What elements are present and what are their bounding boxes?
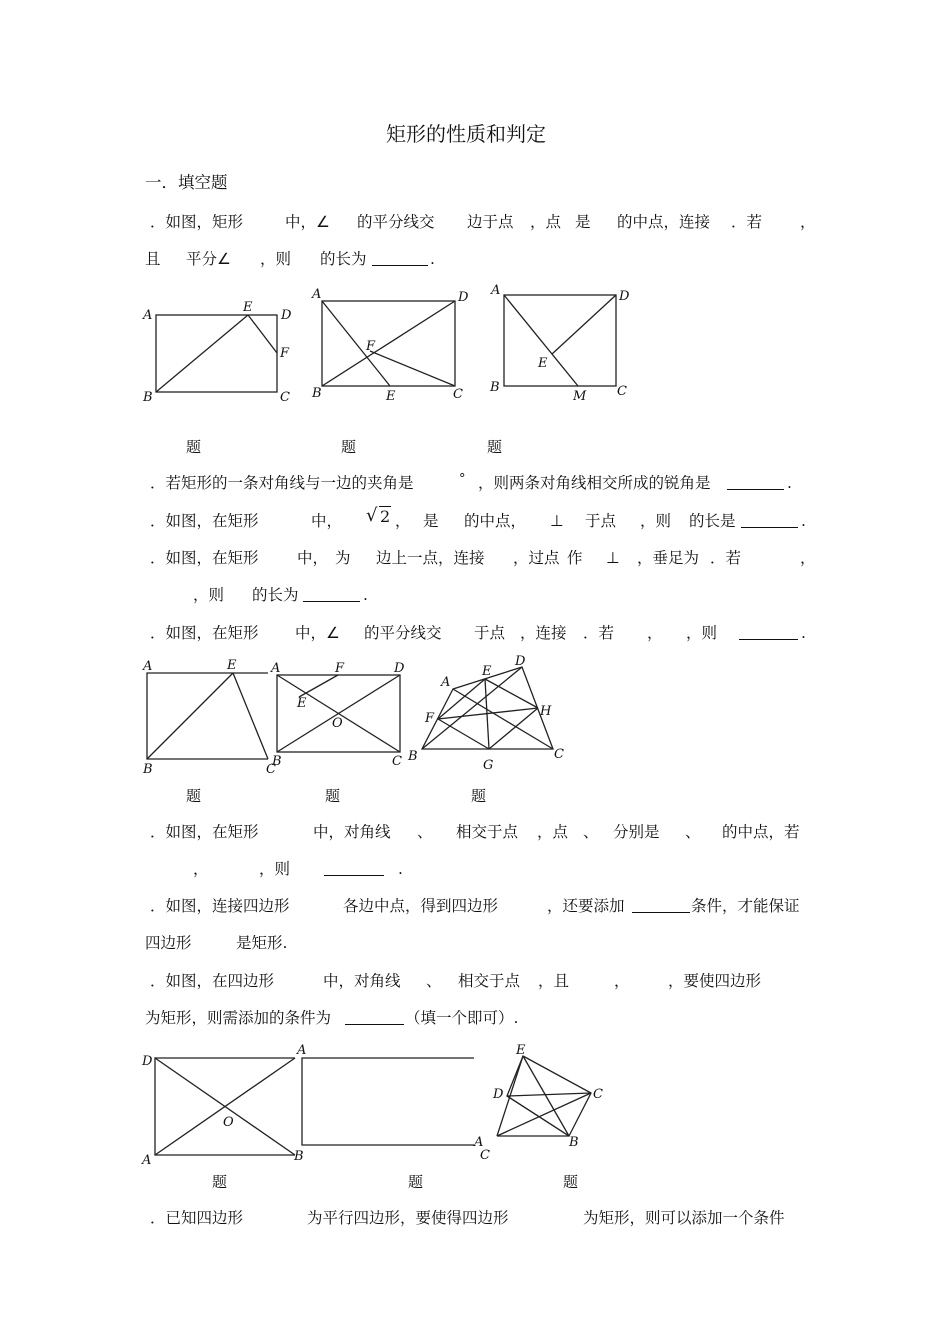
point-label: E	[243, 300, 253, 315]
sqrt-symbol: √	[366, 505, 378, 526]
point-label: D	[394, 661, 405, 676]
q4-text: ，则	[193, 586, 225, 604]
figure-caption: 题	[186, 438, 202, 456]
point-label: A	[441, 675, 451, 690]
point-label: D	[458, 290, 469, 305]
point-label: B	[143, 390, 153, 405]
q1-text: 且	[145, 250, 161, 268]
q6-text: 相交于点	[456, 823, 519, 841]
point-label: B	[490, 380, 500, 395]
figure-quad-edcb	[485, 1040, 615, 1155]
point-label: G	[483, 758, 494, 773]
point-label: C	[593, 1087, 603, 1102]
q5-text: ，	[647, 624, 663, 642]
q1-text: ．如图，矩形	[150, 213, 244, 231]
q7-text: 四边形	[145, 934, 192, 952]
answer-blank	[303, 587, 360, 602]
point-label: F	[280, 346, 290, 361]
q5-text: ．如图，在矩形	[150, 624, 259, 642]
point-label: O	[223, 1115, 234, 1130]
q1-text: 的长为	[320, 250, 367, 268]
q7-text: 各边中点，得到四边形	[343, 897, 499, 915]
figure-rect-fbe	[310, 284, 475, 406]
q1-text: .	[430, 250, 435, 268]
q4-text: ．若	[710, 549, 742, 567]
q4-text: 为	[335, 549, 351, 567]
q1-text: 的中点，连接	[617, 213, 711, 231]
q2-text: ．若矩形的一条对角线与一边的夹角是	[150, 474, 414, 492]
q1-text: 平分∠	[186, 250, 231, 268]
q5-text: 中，∠	[295, 624, 340, 642]
point-label: D	[515, 654, 526, 669]
q3-text: .	[801, 512, 806, 530]
q8-text: ，且	[538, 972, 570, 990]
q3-text: ．如图，在矩形	[150, 512, 259, 530]
point-label: E	[227, 658, 237, 673]
q3-text: 的长是	[689, 512, 736, 530]
figure-caption: 题	[341, 438, 357, 456]
q6-text: 中，对角线	[313, 823, 391, 841]
figure-rect-em	[485, 280, 645, 405]
q3-text: ，	[395, 512, 411, 530]
q5-text: .	[801, 624, 806, 642]
q1-text: ．若	[731, 213, 763, 231]
q6-text: 、	[417, 823, 433, 841]
figure-quad-midpoints	[405, 652, 575, 772]
point-label: B	[569, 1135, 579, 1150]
q6-text: ，点	[537, 823, 569, 841]
q4-text: 的长为	[252, 586, 299, 604]
q5-text: 于点	[474, 624, 506, 642]
q7-text: 是矩形.	[236, 934, 288, 952]
point-label: B	[312, 386, 322, 401]
q5-text: ．若	[583, 624, 615, 642]
point-label: C	[480, 1148, 490, 1163]
point-label: M	[573, 389, 587, 404]
q8-text: ，要使四边形	[668, 972, 762, 990]
point-label: D	[142, 1054, 153, 1069]
point-label: C	[266, 762, 276, 777]
q7-text: ．如图，连接四边形	[150, 897, 290, 915]
q8-text: ，	[614, 972, 630, 990]
q2-text: ，则两条对角线相交所成的锐角是	[478, 474, 711, 492]
q9-text: 为平行四边形，要使得四边形	[307, 1209, 509, 1227]
figure-caption: 题	[471, 787, 487, 805]
q3-text: ⊥	[550, 512, 564, 530]
q1-text: ，	[800, 213, 816, 231]
point-label: E	[482, 664, 492, 679]
q3-text: ，则	[640, 512, 672, 530]
q4-text: 作	[567, 549, 583, 567]
figure-rect-aebcdf	[140, 295, 300, 405]
q3-text: 的中点，	[464, 512, 527, 530]
figure-rect-feo	[268, 655, 418, 775]
q8-text: ．如图，在四边形	[150, 972, 275, 990]
point-label: B	[272, 754, 282, 769]
point-label: E	[516, 1043, 526, 1058]
q9-text: 为矩形，则可以添加一个条件	[583, 1209, 785, 1227]
q8-text: 中，对角线	[323, 972, 401, 990]
point-label: C	[280, 390, 290, 405]
figure-rect-a	[292, 1040, 492, 1165]
q6-text: 的中点，若	[722, 823, 800, 841]
q4-text: 边上一点，连接	[376, 549, 485, 567]
point-label: D	[281, 308, 292, 323]
q3-text: 于点	[585, 512, 617, 530]
figure-caption: 题	[408, 1173, 424, 1191]
section-heading: 一．填空题	[145, 173, 228, 192]
point-label: C	[617, 384, 627, 399]
page-title: 矩形的性质和判定	[386, 122, 546, 146]
point-label: O	[332, 716, 343, 731]
point-label: F	[366, 339, 376, 354]
q1-text: 的平分线交	[357, 213, 435, 231]
figure-caption: 题	[325, 787, 341, 805]
point-label: C	[554, 747, 564, 762]
answer-blank	[372, 251, 428, 266]
point-label: A	[297, 1043, 307, 1058]
point-label: A	[143, 308, 153, 323]
figure-caption: 题	[212, 1173, 228, 1191]
answer-blank	[727, 475, 784, 490]
q2-degree: °	[459, 472, 466, 487]
q1-text: 中，∠	[285, 213, 330, 231]
q1-text: ，则	[260, 250, 292, 268]
q4-text: ，过点	[513, 549, 560, 567]
point-label: A	[491, 283, 501, 298]
point-label: C	[453, 387, 463, 402]
q8-text: 、	[426, 972, 442, 990]
answer-blank	[739, 625, 798, 640]
q4-text: ，垂足为	[637, 549, 700, 567]
figure-caption: 题	[487, 438, 503, 456]
answer-blank	[632, 898, 690, 913]
q5-text: ，连接	[520, 624, 567, 642]
q4-text: 中，	[297, 549, 329, 567]
point-label: F	[335, 661, 345, 676]
point-label: A	[271, 661, 281, 676]
figure-rect-ae	[140, 655, 275, 780]
q5-text: ，则	[686, 624, 718, 642]
q3-text: 中，	[311, 512, 343, 530]
q1-text: 边于点	[467, 213, 514, 231]
point-label: E	[297, 696, 307, 711]
q6-text: 分别是	[613, 823, 660, 841]
q4-text: ，	[800, 549, 816, 567]
point-label: A	[142, 1153, 152, 1168]
q8-text: 为矩形，则需添加的条件为	[145, 1009, 332, 1027]
q6-text: 、	[583, 823, 599, 841]
q6-text: .	[398, 860, 403, 878]
answer-blank	[741, 513, 798, 528]
q8-text: （填一个即可）.	[405, 1009, 519, 1027]
point-label: A	[312, 287, 322, 302]
point-label: E	[386, 389, 396, 404]
q6-text: ．如图，在矩形	[150, 823, 259, 841]
q4-text: .	[363, 586, 368, 604]
sqrt-value: 2	[380, 507, 391, 526]
answer-blank	[345, 1010, 404, 1025]
point-label: B	[294, 1149, 304, 1164]
figure-caption: 题	[186, 787, 202, 805]
point-label: E	[538, 356, 548, 371]
q6-text: ，	[193, 860, 209, 878]
point-label: D	[493, 1087, 504, 1102]
q3-text: 是	[423, 512, 439, 530]
q2-text: .	[787, 474, 792, 492]
q7-text: 条件，才能保证	[691, 897, 800, 915]
figure-rect-do	[140, 1048, 310, 1170]
q5-text: 的平分线交	[364, 624, 442, 642]
point-label: B	[143, 762, 153, 777]
q6-text: ，则	[259, 860, 291, 878]
q6-text: 、	[685, 823, 701, 841]
point-label: F	[425, 711, 435, 726]
q4-text: ⊥	[606, 549, 620, 567]
answer-blank	[324, 861, 384, 876]
point-label: A	[474, 1135, 484, 1150]
point-label: A	[143, 659, 153, 674]
point-label: H	[540, 704, 552, 719]
q4-text: ．如图，在矩形	[150, 549, 259, 567]
point-label: B	[408, 749, 418, 764]
q8-text: 相交于点	[458, 972, 521, 990]
q1-text: ，点	[530, 213, 562, 231]
q9-text: ．已知四边形	[150, 1209, 244, 1227]
figure-caption: 题	[563, 1173, 579, 1191]
q1-text: 是	[575, 213, 591, 231]
point-label: D	[619, 289, 630, 304]
point-label: C	[392, 754, 402, 769]
q7-text: ，还要添加	[547, 897, 625, 915]
